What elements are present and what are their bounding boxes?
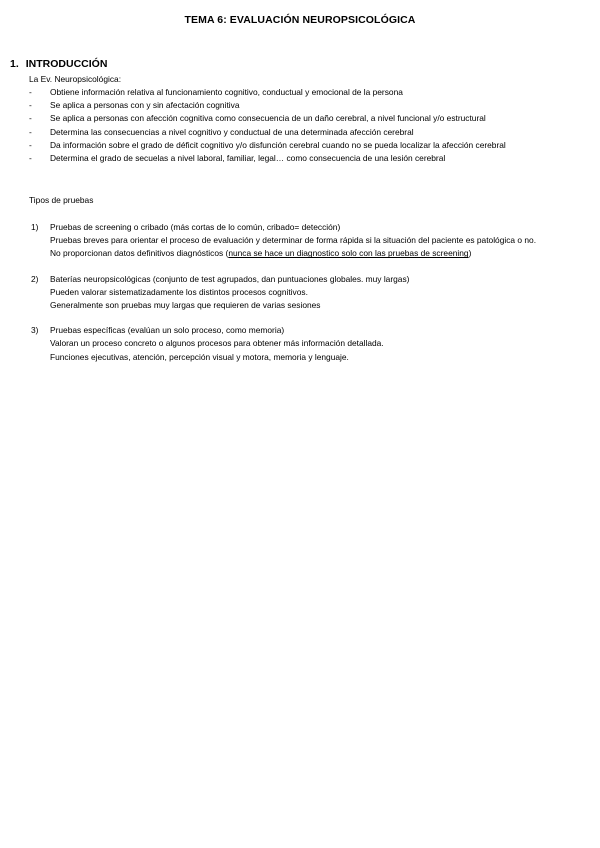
item-body	[50, 221, 585, 261]
section-number: 1.	[10, 58, 19, 70]
item-line: Valoran un proceso concreto o algunos procesos para obtener más información detallada.	[50, 338, 384, 349]
bullet-dash: -	[29, 153, 32, 164]
bullet-dash: -	[29, 87, 32, 97]
list-item	[29, 139, 574, 152]
test-type-specific	[31, 324, 585, 364]
bullet-dash: -	[29, 126, 32, 137]
item-body	[50, 324, 585, 364]
item-number: 2)	[31, 273, 39, 284]
test-type-screening	[31, 221, 585, 261]
item-number: 1)	[31, 222, 39, 232]
item-number: 3)	[31, 325, 39, 336]
item-heading: Pruebas de screening o cribado (más cortas de lo común, cribado= detección)	[50, 222, 341, 232]
item-line: Generalmente son pruebas muy largas que requieren de varias sesiones	[50, 300, 321, 311]
list-item	[29, 126, 574, 139]
bullet-dash: -	[29, 100, 32, 111]
item-line: Pueden valorar sistematizadamente los distintos procesos cognitivos.	[50, 286, 308, 297]
line-prefix: No proporcionan datos definitivos diagnósticos (	[50, 248, 229, 259]
item-line: Pruebas breves para orientar el proceso de evaluación y determinar de forma rápida si la situación del paciente es patológica o no.	[50, 235, 537, 246]
item-line: Funciones ejecutivas, atención, percepción visual y motora, memoria y lenguaje.	[50, 351, 349, 362]
types-label: Tipos de pruebas	[29, 195, 94, 205]
bullet-dash: -	[29, 139, 32, 150]
section-heading	[10, 57, 107, 71]
list-item	[29, 99, 574, 112]
item-heading: Baterías neuropsicológicas (conjunto de test agrupados, dan puntuaciones globales. muy largas)	[50, 273, 410, 284]
test-type-batteries	[31, 273, 585, 313]
list-item	[29, 152, 574, 165]
bullet-text: Obtiene información relativa al funcionamiento cognitivo, conductual y emocional de la persona	[50, 87, 403, 97]
item-heading: Pruebas específicas (evalúan un solo proceso, como memoria)	[50, 325, 285, 336]
bullet-text: Se aplica a personas con afección cognitiva como consecuencia de un daño cerebral, a nivel funcional y/o estructural	[50, 113, 486, 124]
item-body	[50, 273, 585, 313]
underlined-note: nunca se hace un diagnostico solo con las pruebas de screening	[228, 248, 469, 259]
page-title: TEMA 6: EVALUACIÓN NEUROPSICOLÓGICA	[184, 14, 416, 26]
list-item	[29, 112, 574, 125]
intro-bullet-list	[29, 86, 574, 165]
bullet-text: Determina el grado de secuelas a nivel laboral, familiar, legal… como consecuencia de una lesión cerebral	[50, 153, 446, 164]
bullet-text: Da información sobre el grado de déficit cognitivo y/o disfunción cerebral cuando no se pueda localizar la afección cerebral	[50, 139, 506, 150]
line-suffix: )	[468, 248, 472, 259]
list-item	[29, 86, 574, 99]
item-line	[50, 247, 585, 260]
bullet-text: Determina las consecuencias a nivel cognitivo y conductual de una determinada afección cerebral	[50, 126, 414, 137]
bullet-dash: -	[29, 113, 32, 124]
section-title: INTRODUCCIÓN	[25, 58, 108, 70]
intro-label: La Ev. Neuropsicológica:	[29, 74, 122, 84]
test-types-list	[31, 221, 585, 376]
bullet-text: Se aplica a personas con y sin afectación cognitiva	[50, 100, 240, 111]
